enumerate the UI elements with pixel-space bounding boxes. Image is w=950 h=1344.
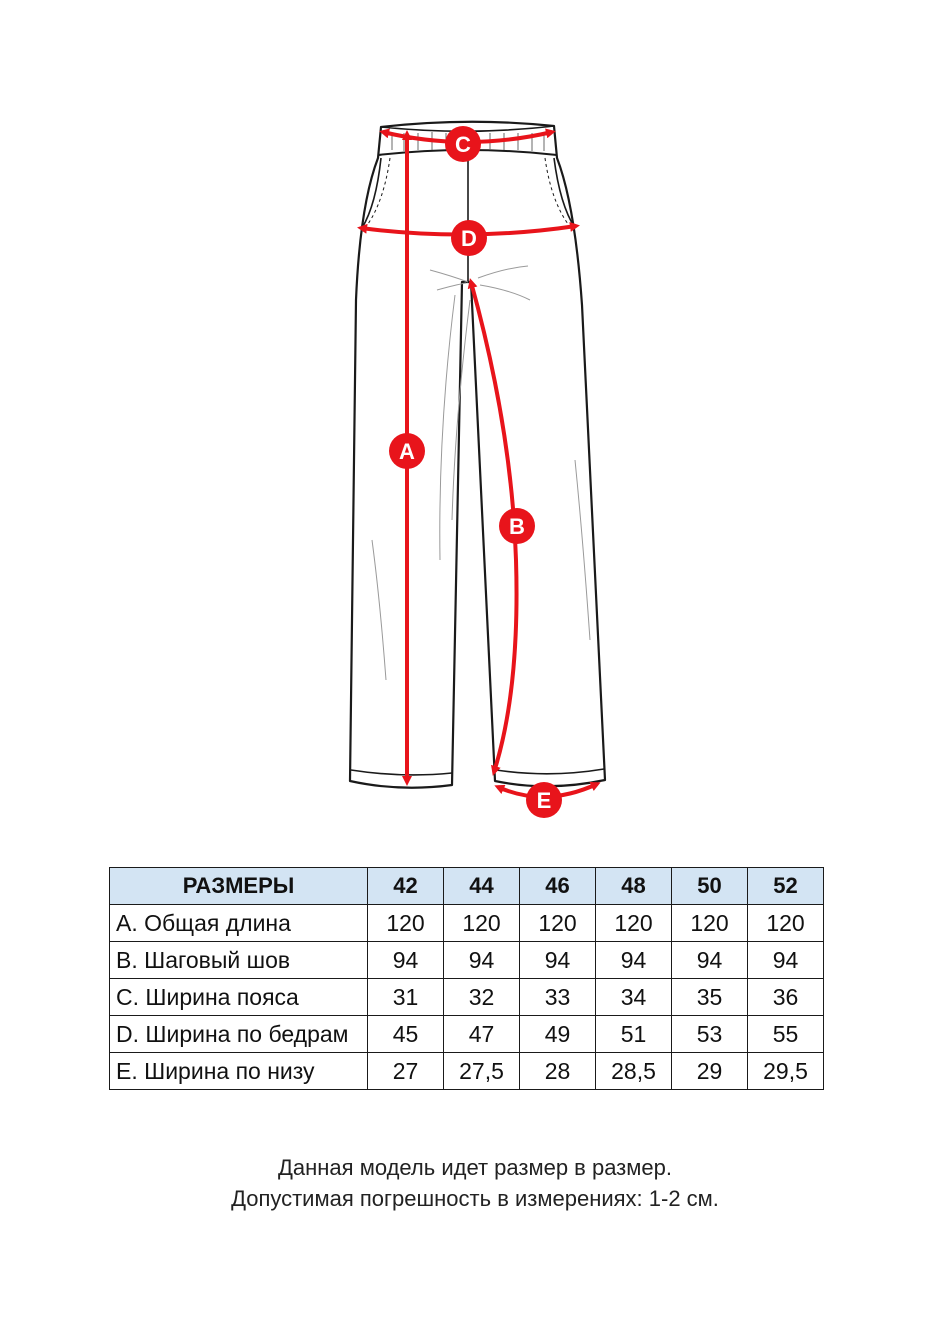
header-size: 48 (596, 868, 672, 905)
table-cell: 94 (672, 942, 748, 979)
marker-e (526, 782, 562, 818)
table-header-row (110, 868, 824, 905)
table-cell: 55 (748, 1016, 824, 1053)
row-label: A. Общая длина (110, 905, 368, 942)
table-row (110, 905, 824, 942)
marker-a (389, 433, 425, 469)
table-cell: 94 (748, 942, 824, 979)
marker-c-label: C (455, 132, 471, 157)
table-cell: 33 (520, 979, 596, 1016)
row-label: B. Шаговый шов (110, 942, 368, 979)
table-cell: 120 (444, 905, 520, 942)
table-cell: 27,5 (444, 1053, 520, 1090)
table-cell: 120 (672, 905, 748, 942)
header-size: 52 (748, 868, 824, 905)
marker-b-label: B (509, 514, 525, 539)
row-label: D. Ширина по бедрам (110, 1016, 368, 1053)
table-cell: 29 (672, 1053, 748, 1090)
table-cell: 94 (520, 942, 596, 979)
table-cell: 94 (368, 942, 444, 979)
table-cell: 27 (368, 1053, 444, 1090)
table-cell: 94 (596, 942, 672, 979)
table-cell: 36 (748, 979, 824, 1016)
table-cell: 34 (596, 979, 672, 1016)
marker-c (445, 126, 481, 162)
table-row (110, 1053, 824, 1090)
header-label: РАЗМЕРЫ (110, 868, 368, 905)
marker-a-label: A (399, 439, 415, 464)
table-cell: 35 (672, 979, 748, 1016)
header-size: 44 (444, 868, 520, 905)
row-label: C. Ширина пояса (110, 979, 368, 1016)
table-cell: 120 (368, 905, 444, 942)
table-cell: 120 (748, 905, 824, 942)
table-row (110, 1016, 824, 1053)
table-cell: 49 (520, 1016, 596, 1053)
table-cell: 29,5 (748, 1053, 824, 1090)
table-cell: 94 (444, 942, 520, 979)
table-cell: 120 (596, 905, 672, 942)
table-cell: 31 (368, 979, 444, 1016)
size-table (109, 867, 824, 1090)
row-label: E. Ширина по низу (110, 1053, 368, 1090)
table-cell: 32 (444, 979, 520, 1016)
table-cell: 53 (672, 1016, 748, 1053)
table-cell: 45 (368, 1016, 444, 1053)
header-size: 42 (368, 868, 444, 905)
table-cell: 28,5 (596, 1053, 672, 1090)
table-row (110, 942, 824, 979)
tolerance-note: Допустимая погрешность в измерениях: 1-2 см. (231, 1186, 719, 1211)
table-cell: 28 (520, 1053, 596, 1090)
marker-e-label: E (536, 788, 552, 813)
marker-d-label: D (461, 226, 477, 251)
table-row (110, 979, 824, 1016)
fit-note: Данная модель идет размер в размер. (278, 1155, 672, 1180)
table-cell: 47 (444, 1016, 520, 1053)
header-size: 50 (672, 868, 748, 905)
marker-d (451, 220, 487, 256)
table-cell: 51 (596, 1016, 672, 1053)
header-size: 46 (520, 868, 596, 905)
marker-b (499, 508, 535, 544)
table-cell: 120 (520, 905, 596, 942)
